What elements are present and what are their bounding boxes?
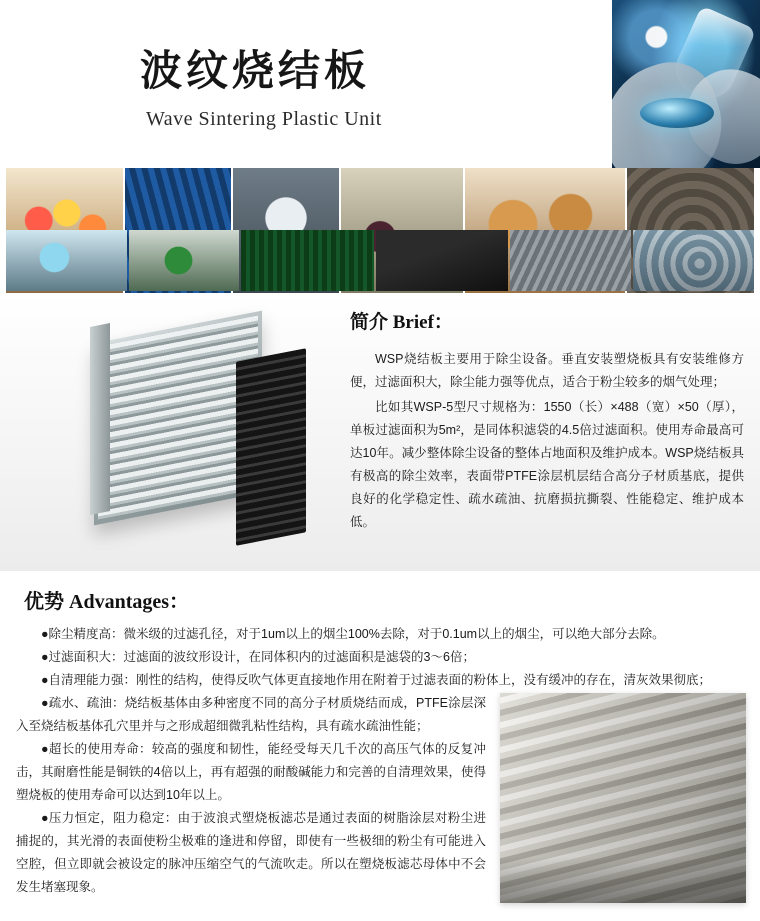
page-title: 波纹烧结板 xyxy=(140,49,371,95)
product-fins-shape xyxy=(98,315,258,520)
advantage-item: ●压力恒定，阻力稳定：由于波浪式塑烧板滤芯是通过表面的树脂涂层对粉尘进捕捉的，其光滑的表面使粉尘极难的逢进和停留，即使有一些极细的粉尘有可能进入空腔，但立即就会被设定的脉冲压缩空气的气流吹走。所以在塑烧板滤芯母体中不会发生堵塞现象。 xyxy=(16,811,486,894)
advantage-item: ●过滤面积大：过滤面的波纹形设计，在同体积内的过滤面积是滤袋的3～6倍； xyxy=(41,650,475,664)
product-black-section-shape xyxy=(236,348,306,546)
advantage-item: ●除尘精度高：微米级的过滤孔径，对于1um以上的烟尘100%去除，对于0.1um以上的烟尘，可以绝大部分去除。 xyxy=(41,627,665,641)
strip-photo-label xyxy=(236,282,260,291)
header-photo xyxy=(612,0,760,168)
strip-photo-label xyxy=(344,282,356,291)
strip-photo-label xyxy=(128,282,146,291)
product-photo xyxy=(76,309,326,559)
page-subtitle: Wave Sintering Plastic Unit xyxy=(146,108,382,130)
advantage-item: ●自清理能力强：刚性的结构，使得反吹气体更直接地作用在附着于过滤表面的粉体上，没有缓冲的存在，清灰效果彻底； xyxy=(41,673,712,687)
page-header xyxy=(0,0,760,168)
strip-photo-solar-panels xyxy=(125,168,231,293)
strip-photo-label xyxy=(9,282,21,291)
petri-dish-shape xyxy=(640,98,714,128)
strip-photo-bakery-bread xyxy=(465,168,624,293)
strip-photo-label xyxy=(630,282,642,291)
brief-paragraph: 比如其WSP-5型尺寸规格为：1550（长）×488（宽）×50（厚），单板过滤面积为5m²，是同体积滤袋的4.5倍过滤面积。使用寿命最高可达10年。减少整体除尘设备的整体占地面积及维护成本。WSP烧结板具有极高的除尘效率，表面带PTFE涂层机层结合高分子材质基底，提供良好的化学稳定性、疏水疏油、抗磨损抗撕裂、性能稳定、维护成本低。 xyxy=(350,400,744,529)
product-brief-section xyxy=(0,293,760,571)
advantages-section xyxy=(0,571,760,921)
advantages-list xyxy=(16,623,746,899)
application-photo-strip xyxy=(0,168,760,293)
product-frame-shape xyxy=(90,323,110,515)
advantage-item: ●超长的使用寿命：较高的强度和韧性，能经受每天几千次的高压气体的反复冲击，其耐磨性能是铜铁的4倍以上，再有超强的耐酸碱能力和完善的自清理效果，使得塑烧板的使用寿命可以达到10年以上。 xyxy=(16,742,486,802)
strip-photo-drinks xyxy=(6,168,123,293)
strip-photo-mining-site xyxy=(627,168,754,293)
brief-block xyxy=(350,307,744,536)
strip-photo-wine-grapes xyxy=(341,168,463,293)
strip-photo-clean-room xyxy=(233,168,339,293)
advantage-item: ●疏水、疏油：烧结板基体由多种密度不同的高分子材质烧结而成，PTFE涂层深入至烧结板基体孔穴里并与之形成超细微乳粘性结构，具有疏水疏油性能； xyxy=(16,696,486,733)
brief-title: 简介 Brief： xyxy=(350,312,453,333)
advantages-title: 优势 Advantages： xyxy=(24,591,190,613)
brief-paragraph: WSP烧结板主要用于除尘设备。垂直安装塑烧板具有安装维修方便，过滤面积大，除尘能力强等优点，适合于粉尘较多的烟气处理； xyxy=(350,352,744,389)
strip-photo-label xyxy=(468,282,492,291)
